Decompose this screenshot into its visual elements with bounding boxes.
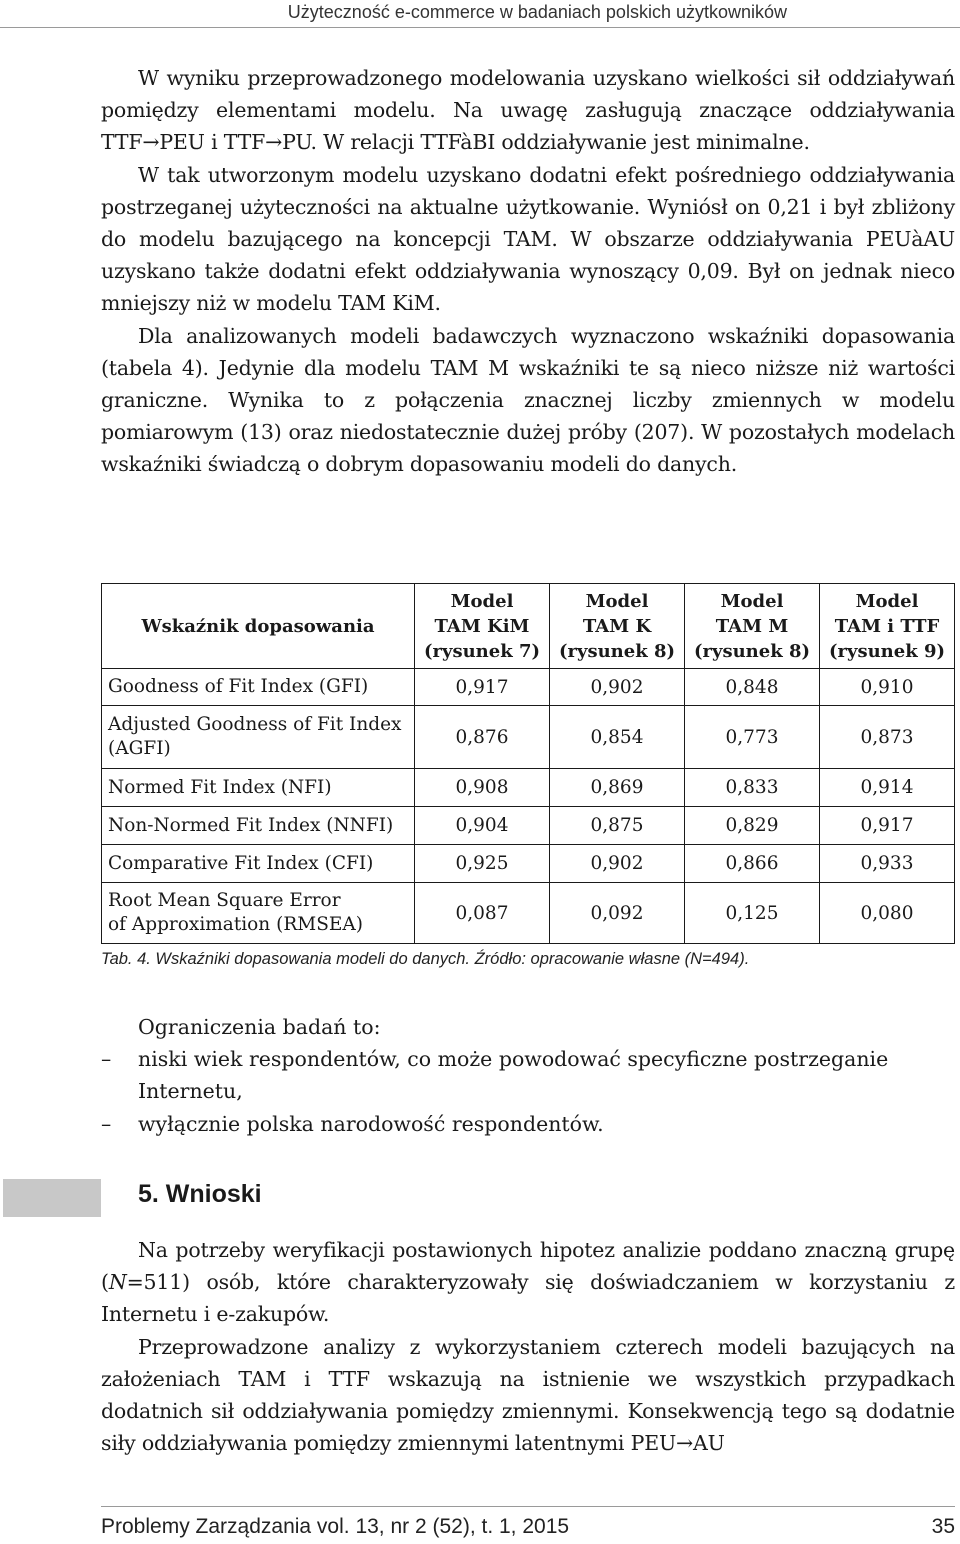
dash-bullet: – bbox=[101, 1111, 112, 1136]
section-title: 5. Wnioski bbox=[138, 1180, 262, 1208]
section-marker bbox=[3, 1179, 101, 1217]
paragraph-text: Na potrzeby weryfikacji postawionych hipotez analizie poddano znaczną grupę ( bbox=[101, 1238, 955, 1295]
header-cell-model bbox=[415, 584, 550, 669]
paragraph-text: =511) osób, które charakteryzowały się doświadczaniem w korzystaniu z Internetu i e-zakupów. bbox=[101, 1270, 955, 1327]
n-symbol: N bbox=[108, 1270, 127, 1295]
row-label: Normed Fit Index (NFI) bbox=[102, 769, 415, 807]
model-figure: (rysunek 9) bbox=[829, 640, 945, 662]
paragraph: Przeprowadzone analizy z wykorzystaniem czterech modeli bazujących na założeniach TAM i TTF wskazują na istnienie we wszystkich przypadkach dodatnich sił oddziaływania pomiędzy zmiennymi. Konsekwencją tego są dodatnie siły oddziaływania pomiędzy zmiennymi latentnymi PEU→AU bbox=[101, 1334, 955, 1456]
paragraph: Dla analizowanych modeli badawczych wyznaczono wskaźniki dopasowania (tabela 4). Jedynie dla modelu TAM M wskaźniki te są nieco niższe niż wartości graniczne. Wynika to z połączenia znacznej liczby zmiennych w modelu pomiarowym (13) oraz niedostatecznie dużej próby (207). W pozostałych modelach wskaźniki świadczą o dobrym dopasowaniu modeli do danych. bbox=[101, 323, 955, 477]
cell-value: 0,914 bbox=[820, 769, 955, 807]
cell-value: 0,087 bbox=[415, 883, 550, 944]
paragraph: W tak utworzonym modelu uzyskano dodatni efekt pośredniego oddziaływania postrzeganej użyteczności na aktualne użytkowanie. Wyniósł on 0,21 i był zbliżony do modelu bazującego na koncepcji TAM. W obszarze oddziaływania PEUàAU uzyskano także dodatni efekt oddziaływania wynoszący 0,09. Był on jednak nieco mniejszy niż w modelu TAM KiM. bbox=[101, 162, 955, 316]
cell-value: 0,080 bbox=[820, 883, 955, 944]
cell-value: 0,875 bbox=[550, 807, 685, 845]
header-cell-indicator: Wskaźnik dopasowania bbox=[102, 584, 415, 669]
limitations-intro: Ograniczenia badań to: bbox=[138, 1015, 381, 1039]
limitations-list bbox=[101, 1011, 955, 1140]
model-name: TAM KiM bbox=[434, 615, 530, 637]
model-name: TAM i TTF bbox=[834, 615, 940, 637]
dash-bullet: – bbox=[101, 1047, 112, 1072]
model-figure: (rysunek 8) bbox=[694, 640, 810, 662]
cell-value: 0,902 bbox=[550, 845, 685, 883]
model-name: TAM M bbox=[715, 615, 789, 637]
row-label-line: Root Mean Square Error bbox=[108, 890, 341, 911]
row-label-line: (AGFI) bbox=[108, 738, 171, 759]
table-row bbox=[102, 883, 955, 944]
conclusions-text bbox=[101, 1234, 955, 1459]
cell-value: 0,904 bbox=[415, 807, 550, 845]
running-title: Użyteczność e-commerce w badaniach polskich użytkowników bbox=[287, 2, 787, 22]
page-number: 35 bbox=[931, 1515, 955, 1538]
fit-indices-table bbox=[101, 583, 955, 944]
table-row bbox=[102, 769, 955, 807]
table-header-row bbox=[102, 584, 955, 669]
row-label bbox=[102, 706, 415, 769]
cell-value: 0,848 bbox=[685, 669, 820, 706]
table-row bbox=[102, 669, 955, 706]
model-label: Model bbox=[450, 590, 514, 612]
footer-journal: Problemy Zarządzania vol. 13, nr 2 (52), t. 1, 2015 bbox=[101, 1515, 570, 1538]
model-figure: (rysunek 7) bbox=[424, 640, 540, 662]
cell-value: 0,773 bbox=[685, 706, 820, 769]
model-figure: (rysunek 8) bbox=[559, 640, 675, 662]
row-label-line: of Approximation (RMSEA) bbox=[108, 914, 363, 935]
row-label: Non-Normed Fit Index (NNFI) bbox=[102, 807, 415, 845]
row-label-line: Adjusted Goodness of Fit Index bbox=[108, 714, 402, 735]
intro-text bbox=[101, 62, 955, 481]
cell-value: 0,910 bbox=[820, 669, 955, 706]
header-cell-model bbox=[550, 584, 685, 669]
cell-value: 0,829 bbox=[685, 807, 820, 845]
paragraph bbox=[101, 1234, 955, 1331]
cell-value: 0,876 bbox=[415, 706, 550, 769]
cell-value: 0,125 bbox=[685, 883, 820, 944]
footer-divider bbox=[101, 1506, 955, 1507]
header-cell-model bbox=[820, 584, 955, 669]
cell-value: 0,908 bbox=[415, 769, 550, 807]
cell-value: 0,833 bbox=[685, 769, 820, 807]
list-item bbox=[101, 1108, 955, 1140]
table-caption: Tab. 4. Wskaźniki dopasowania modeli do danych. Źródło: opracowanie własne (N=494). bbox=[101, 950, 750, 968]
table-row bbox=[102, 706, 955, 769]
row-label: Comparative Fit Index (CFI) bbox=[102, 845, 415, 883]
limitations-items bbox=[101, 1043, 955, 1140]
row-label bbox=[102, 883, 415, 944]
paragraph: W wyniku przeprowadzonego modelowania uzyskano wielkości sił oddziaływań pomiędzy elementami modelu. Na uwagę zasługują znaczące oddziaływania TTF→PEU i TTF→PU. W relacji TTFàBI oddziaływanie jest minimalne. bbox=[101, 66, 955, 155]
table-row bbox=[102, 807, 955, 845]
cell-value: 0,092 bbox=[550, 883, 685, 944]
header-cell-model bbox=[685, 584, 820, 669]
cell-value: 0,917 bbox=[415, 669, 550, 706]
cell-value: 0,866 bbox=[685, 845, 820, 883]
running-header bbox=[0, 0, 960, 28]
model-label: Model bbox=[855, 590, 919, 612]
model-label: Model bbox=[720, 590, 784, 612]
cell-value: 0,902 bbox=[550, 669, 685, 706]
model-name: TAM K bbox=[582, 615, 652, 637]
cell-value: 0,933 bbox=[820, 845, 955, 883]
row-label: Goodness of Fit Index (GFI) bbox=[102, 669, 415, 706]
list-item-text: wyłącznie polska narodowość respondentów. bbox=[138, 1111, 604, 1136]
cell-value: 0,854 bbox=[550, 706, 685, 769]
cell-value: 0,917 bbox=[820, 807, 955, 845]
list-item bbox=[101, 1043, 955, 1107]
list-item-text: niski wiek respondentów, co może powodować specyficzne postrzeganie Internetu, bbox=[138, 1047, 889, 1104]
cell-value: 0,869 bbox=[550, 769, 685, 807]
cell-value: 0,925 bbox=[415, 845, 550, 883]
table-row bbox=[102, 845, 955, 883]
model-label: Model bbox=[585, 590, 649, 612]
cell-value: 0,873 bbox=[820, 706, 955, 769]
